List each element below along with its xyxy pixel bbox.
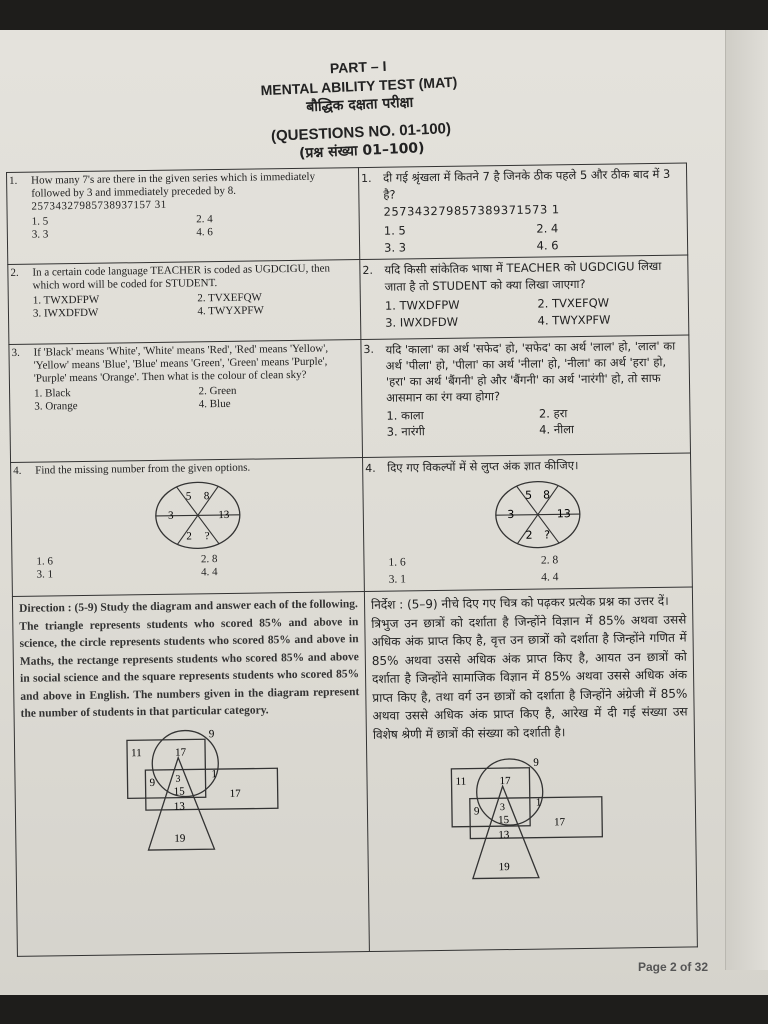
question-text: दी गई श्रृंखला में कितने 7 है जिनके ठीक पहले 5 और ठीक बाद में 3 है? [383, 166, 671, 202]
option-2: 2. हरा [538, 406, 568, 421]
option-1: 1. 6 [36, 555, 54, 568]
diagram-number: 9 [473, 805, 480, 818]
option-1: 1. 5 [383, 223, 406, 238]
diagram-number: 17 [554, 816, 566, 829]
question-1-hi [358, 163, 687, 260]
option-1: 1. काला [386, 408, 424, 423]
questions-range-hi: (प्रश्न संख्या 01–100) [298, 140, 425, 162]
test-title-hi: बौद्धिक दक्षता परीक्षा [306, 94, 414, 116]
diagram-number: 19 [498, 861, 510, 874]
question-number: 1. [361, 171, 372, 186]
option-1: 1. 6 [388, 556, 406, 569]
diagram-number: 13 [498, 829, 510, 842]
venn-diagram [123, 724, 285, 856]
pie-missing-value: ? [543, 528, 550, 542]
page-header [198, 51, 522, 168]
option-2: 2. TVXEFQW [537, 295, 610, 311]
pie-value: 3 [167, 509, 174, 522]
question-text: Find the missing number from the given options. [35, 461, 251, 477]
question-2-en [8, 260, 361, 345]
pie-missing-value: ? [204, 530, 210, 543]
pie-value: 3 [506, 507, 514, 522]
diagram-number: 13 [173, 800, 185, 813]
question-2-hi [360, 255, 689, 340]
option-3: 3. 1 [36, 568, 54, 581]
option-4: 4. नीला [539, 422, 575, 437]
question-number: 4. [13, 464, 22, 477]
option-1: 1. 5 [31, 215, 49, 228]
option-2: 2. 4 [536, 221, 559, 236]
question-table [6, 163, 697, 952]
direction-body: The triangle represents students who scored 85% and above in science, the circle represents students who scored 85% and above in Maths, the rectange represents students who scored 85% and above in social science and the square represents students who scored 85% and above in English. The numbers given in the diagram represent the number of students in that particular category. [19, 615, 360, 720]
option-4: 4. TWYXPFW [537, 312, 611, 328]
question-number: 4. [365, 461, 376, 476]
option-2: 2. 8 [540, 554, 559, 567]
option-3: 3. नारंगी [386, 424, 425, 439]
question-text: How many 7's are there in the given series which is immediately followed by 3 and immediately preceded by 8. [31, 170, 316, 200]
question-text: यदि 'काला' का अर्थ 'सफेद' हो, 'सफेद' का अर्थ 'लाल' हो, 'लाल' का अर्थ 'पीला' हो, 'पीला' का अर्थ 'नीला' हो, 'नीला' का अर्थ 'हरा' हो, 'हरा' का अर्थ 'बैंगनी' हो और 'बैंगनी' का अर्थ 'नारंगी' हो, तो साफ आसमान का रंग क्या होगा? [385, 338, 676, 405]
diagram-number: 9 [149, 776, 156, 789]
venn-diagram [447, 753, 609, 885]
option-4: 4. 6 [196, 226, 213, 239]
diagram-number: 17 [499, 775, 511, 788]
test-title-en: MENTAL ABILITY TEST (MAT) [260, 73, 458, 99]
pie-value: 13 [556, 507, 571, 521]
question-1-en [7, 168, 360, 265]
option-1: 1. Black [34, 387, 71, 400]
page-number: Page 2 of 32 [638, 960, 709, 974]
pie-puzzle-diagram [152, 479, 243, 552]
pie-puzzle-diagram [492, 478, 583, 551]
diagram-number: 11 [131, 746, 142, 759]
question-text: दिए गए विकल्पों में से लुप्त अंक ज्ञात कीजिए। [387, 458, 579, 475]
part-label: PART – I [329, 57, 387, 77]
diagram-number: 3 [499, 802, 505, 814]
diagram-number: 11 [455, 775, 467, 788]
diagram-number: 15 [498, 814, 510, 827]
option-1: 1. TWXDFPW [384, 297, 460, 313]
pie-value: 8 [203, 490, 209, 503]
direction-en [12, 592, 369, 957]
direction-hi [364, 587, 697, 952]
question-text: यदि किसी सांकेतिक भाषा में TEACHER को UGDCIGU लिखा जाता है तो STUDENT को क्या लिखा जाएगा? [384, 258, 662, 294]
option-4: 4. 4 [541, 571, 559, 584]
option-3: 3. IWXDFDW [32, 306, 99, 320]
diagram-number: 19 [174, 832, 186, 845]
option-1: 1. TWXDFPW [32, 293, 100, 307]
question-text: If 'Black' means 'White', 'White' means 'Red', 'Red' means 'Yellow', 'Yellow' means 'Blue', 'Blue' means 'Green', 'Green' means 'Purple', 'Purple' means 'Orange'. Then what is the colour of clean sky? [33, 342, 329, 385]
option-3: 3. 3 [383, 240, 407, 255]
diagram-number: 9 [533, 756, 539, 769]
pie-value: 2 [525, 528, 533, 542]
diagram-number: 1 [535, 796, 542, 809]
question-4-hi [363, 453, 693, 592]
question-number: 2. [10, 266, 19, 279]
number-series: 25734327985738937157 31 [31, 198, 167, 213]
pie-value: 5 [185, 490, 191, 503]
option-2: 2. TVXEFQW [197, 291, 262, 305]
option-3: 3. IWXDFDW [385, 314, 459, 330]
option-3: 3. Orange [34, 400, 78, 413]
option-3: 3. 1 [388, 573, 407, 586]
option-4: 4. 6 [536, 238, 559, 253]
question-number: 3. [11, 346, 20, 359]
diagram-number: 15 [173, 785, 185, 798]
option-4: 4. 4 [201, 566, 218, 579]
option-2: 2. Green [198, 384, 237, 398]
question-3-hi [361, 335, 691, 458]
diagram-number: 9 [208, 727, 215, 740]
number-series: 257343279857389371573 1 [383, 202, 560, 219]
pie-value: 13 [217, 508, 229, 522]
option-4: 4. Blue [198, 397, 231, 411]
pie-value: 8 [542, 488, 550, 502]
pie-value: 2 [185, 530, 192, 543]
diagram-number: 17 [229, 787, 241, 800]
diagram-number: 17 [175, 746, 187, 759]
direction-label: निर्देश : (5–9) नीचे दिए गए चित्र को पढ़कर प्रत्येक प्रश्न का उत्तर दें। [370, 593, 669, 612]
option-4: 4. TWYXPFW [197, 304, 264, 318]
option-2: 2. 8 [200, 553, 218, 566]
pie-value: 5 [524, 488, 532, 502]
option-2: 2. 4 [196, 213, 213, 226]
question-text: In a certain code language TEACHER is coded as UGDCIGU, then which word will be coded for STUDENT. [32, 262, 331, 292]
direction-body: त्रिभुज उन छात्रों को दर्शाता है जिन्होंने विज्ञान में 85% अथवा उससे अधिक अंक प्राप्त किए है, वृत्त उन छात्रों को दर्शाता है जिन्होंने गणित में 85% अथवा उससे अधिक अंक प्राप्त किए है, आयत उन छात्रों को दर्शाता है जिन्होंने सामाजिक विज्ञान में 85% अथवा उससे अधिक अंक प्राप्त किए है, तथा वर्ग उन छात्रों को दर्शाता है जिन्होंने अंग्रेजी में 85% अथवा उससे अधिक अंक प्राप्त किए है, आरेख में दी गई संख्या उस विशेष श्रेणी में छात्रों की संख्या को दर्शाती है। [371, 612, 688, 742]
question-number: 1. [9, 174, 18, 187]
question-3-en [9, 340, 363, 463]
questions-range-en: (QUESTIONS NO. 01-100) [270, 120, 452, 145]
diagram-number: 1 [211, 767, 218, 780]
question-number: 3. [363, 342, 375, 357]
direction-label: Direction : (5-9) Study the diagram and answer each of the following. [19, 598, 358, 615]
option-3: 3. 3 [31, 228, 49, 241]
question-number: 2. [362, 263, 374, 278]
next-page-edge [725, 30, 768, 970]
question-4-en [11, 458, 365, 597]
diagram-number: 3 [175, 773, 181, 785]
